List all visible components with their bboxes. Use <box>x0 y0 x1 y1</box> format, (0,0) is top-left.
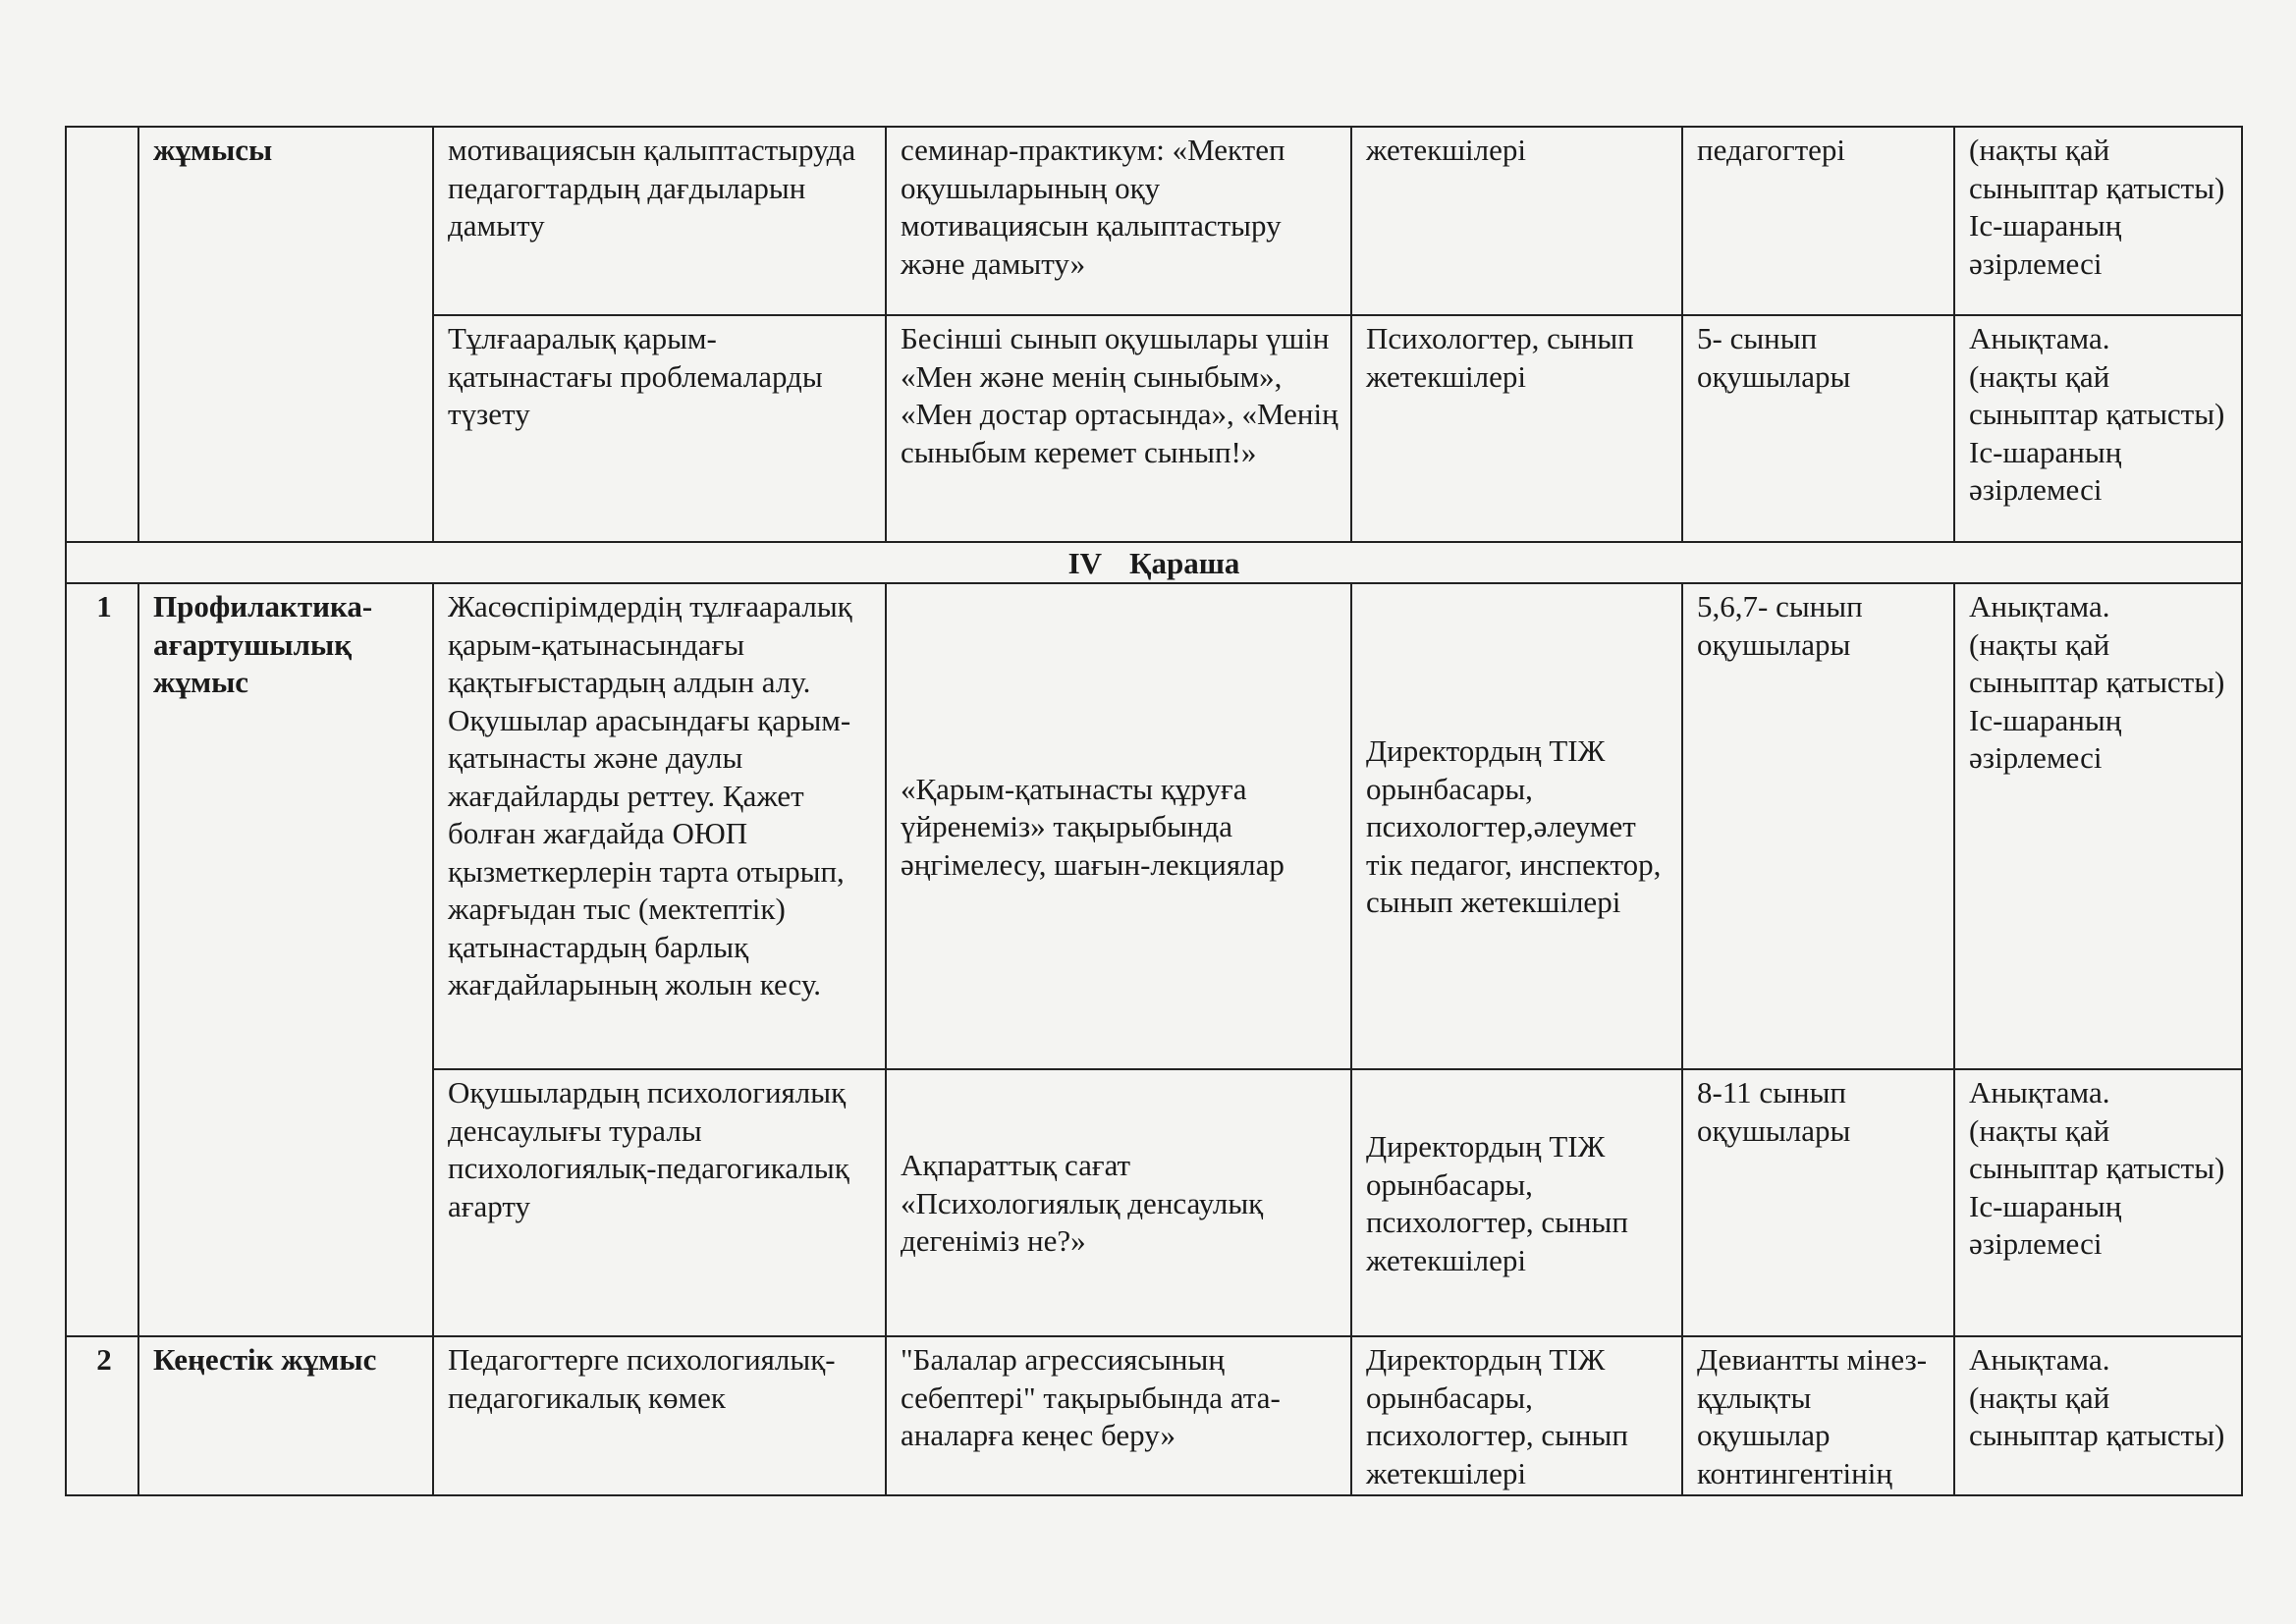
section-header-row <box>66 542 2242 583</box>
cell-participants: 8-11 сынып оқушылары <box>1682 1069 1954 1336</box>
cell-goal: мотивациясын қалыптастыруда педагогтардың дағдыларын дамыту <box>433 127 886 315</box>
cell-number <box>66 127 138 542</box>
cell-form: «Қарым-қатынасты құруға үйренеміз» тақырыбында әңгімелесу, шағын-лекциялар <box>886 583 1351 1069</box>
cell-number: 2 <box>66 1336 138 1495</box>
cell-participants: педагогтері <box>1682 127 1954 315</box>
cell-goal: Оқушылардың психологиялық денсаулығы туралы психологиялық-педагогикалық ағарту <box>433 1069 886 1336</box>
cell-form: Бесінші сынып оқушылары үшін «Мен және менің сыныбым», «Мен достар ортасында», «Менің сыныбым керемет сынып!» <box>886 315 1351 542</box>
section-month: Қараша <box>1129 546 1240 580</box>
cell-form: семинар-практикум: «Мектеп оқушыларының оқу мотивациясын қалыптастыру және дамыту» <box>886 127 1351 315</box>
cell-direction: Профилактика-ағартушылық жұмыс <box>138 583 433 1336</box>
cell-result: Анықтама. (нақты қай сыныптар қатысты) Іс-шараның әзірлемесі <box>1954 1069 2242 1336</box>
cell-goal: Жасөспірімдердің тұлғааралық қарым-қатынасындағы қақтығыстардың алдын алу. Оқушылар арасындағы қарым-қатынасты және даулы жағдайларды реттеу. Қажет болған жағдайда ОЮП қызметкерлерін тарта отырып, жарғыдан тыс (мектептік) қатынастардың барлық жағдайларының жолын кесу. <box>433 583 886 1069</box>
table-row <box>66 583 2242 1069</box>
cell-result: Анықтама. (нақты қай сыныптар қатысты) <box>1954 1336 2242 1495</box>
cell-goal: Педагогтерге психологиялық-педагогикалық көмек <box>433 1336 886 1495</box>
cell-responsible: Психологтер, сынып жетекшілері <box>1351 315 1682 542</box>
table-row <box>66 127 2242 315</box>
section-title <box>66 542 2242 583</box>
cell-goal: Тұлғааралық қарым-қатынастағы проблемаларды түзету <box>433 315 886 542</box>
cell-participants: 5,6,7- сынып оқушылары <box>1682 583 1954 1069</box>
cell-direction: жұмысы <box>138 127 433 542</box>
cell-responsible: жетекшілері <box>1351 127 1682 315</box>
plan-table <box>65 126 2243 1496</box>
cell-responsible: Директордың ТІЖ орынбасары, психологтер, сынып жетекшілері <box>1351 1069 1682 1336</box>
cell-form: "Балалар агрессиясының себептері" тақырыбында ата-аналарға кеңес беру» <box>886 1336 1351 1495</box>
section-numeral: IV <box>1067 546 1103 580</box>
cell-result: Анықтама. (нақты қай сыныптар қатысты) Іс-шараның әзірлемесі <box>1954 583 2242 1069</box>
cell-responsible: Директордың ТІЖ орынбасары, психологтер, сынып жетекшілері <box>1351 1336 1682 1495</box>
cell-result: Анықтама. (нақты қай сыныптар қатысты) Іс-шараның әзірлемесі <box>1954 315 2242 542</box>
cell-responsible: Директордың ТІЖ орынбасары, психологтер,әлеумет тік педагог, инспектор, сынып жетекшілері <box>1351 583 1682 1069</box>
cell-participants: 5- сынып оқушылары <box>1682 315 1954 542</box>
table-row <box>66 1336 2242 1495</box>
cell-result: (нақты қай сыныптар қатысты) Іс-шараның әзірлемесі <box>1954 127 2242 315</box>
cell-participants: Девиантты мінез-құлықты оқушылар контингентінің <box>1682 1336 1954 1495</box>
cell-number: 1 <box>66 583 138 1336</box>
cell-direction: Кеңестік жұмыс <box>138 1336 433 1495</box>
cell-form: Ақпараттық сағат «Психологиялық денсаулық дегеніміз не?» <box>886 1069 1351 1336</box>
